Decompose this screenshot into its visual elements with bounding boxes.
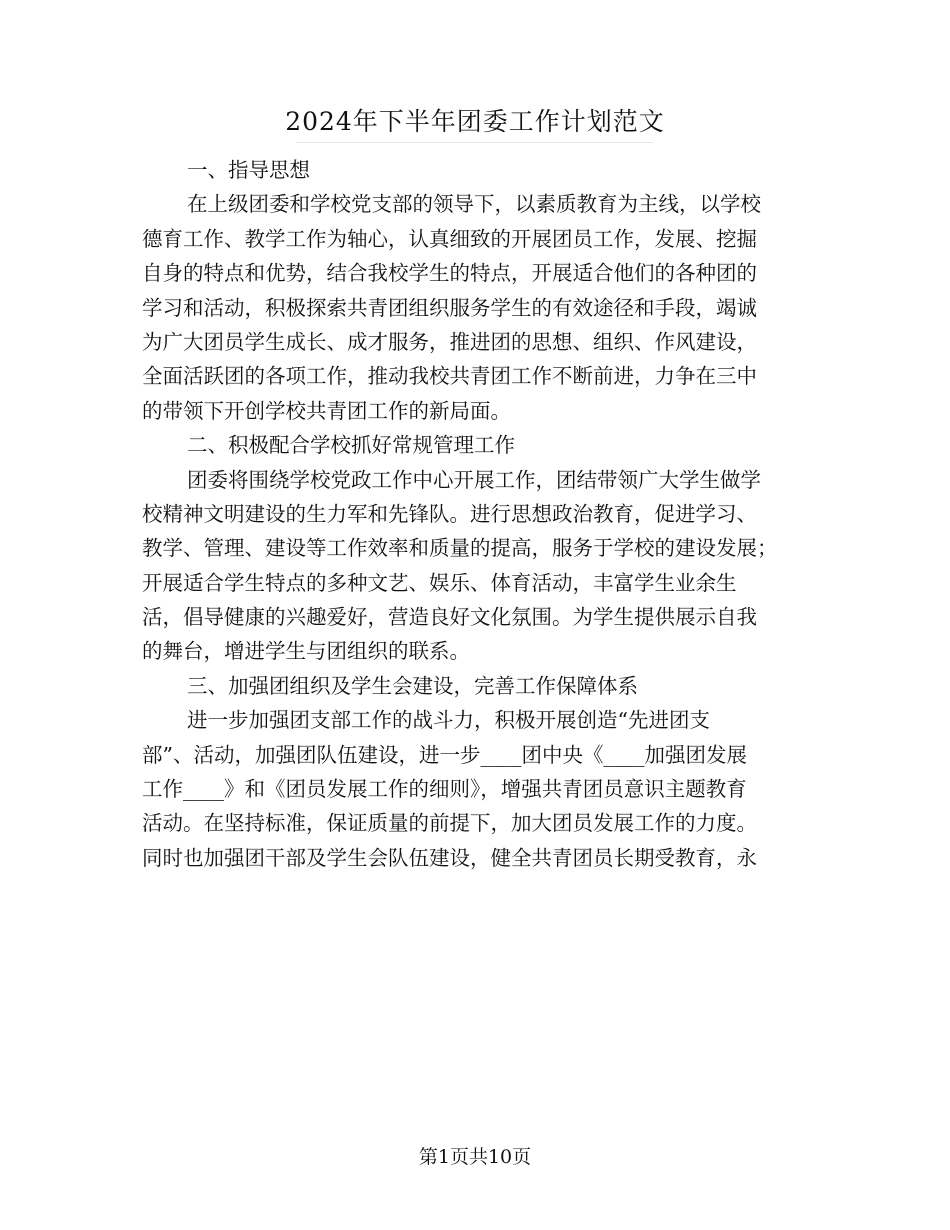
text-line: 开展适合学生特点的多种文艺、娱乐、体育活动，丰富学生业余生	[142, 570, 737, 595]
text-line: 德育工作、教学工作为轴心，认真细致的开展团员工作，发展、挖掘	[142, 226, 757, 251]
document-body	[142, 153, 806, 875]
text-line: 同时也加强团干部及学生会队伍建设，健全共青团员长期受教育，永	[142, 845, 757, 870]
text-line: 部”、活动，加强团队伍建设，进一步____团中央《____加强团发展	[142, 742, 747, 767]
text-line: 进一步加强团支部工作的战斗力，积极开展创造“先进团支	[187, 708, 710, 733]
text-line: 二、积极配合学校抓好常规管理工作	[187, 433, 515, 458]
text-line: 的带领下开创学校共青团工作的新局面。	[142, 398, 511, 423]
text-line: 活，倡导健康的兴趣爱好，营造良好文化氛围。为学生提供展示自我	[142, 605, 757, 630]
page-number: 第1页共10页	[418, 1146, 532, 1168]
text-line: 校精神文明建设的生力军和先锋队。进行思想政治教育，促进学习、	[142, 501, 757, 526]
text-line: 全面活跃团的各项工作，推动我校共青团工作不断前进，力争在三中	[142, 364, 757, 389]
text-line: 工作____》和《团员发展工作的细则》，增强共青团员意识主题教育	[142, 777, 747, 802]
document-title: 2024年下半年团委工作计划范文	[285, 107, 665, 136]
text-line: 为广大团员学生成长、成才服务，推进团的思想、组织、作风建设，	[142, 329, 757, 354]
text-line: 在上级团委和学校党支部的领导下，以素质教育为主线，以学校	[187, 192, 761, 217]
text-line: 教学、管理、建设等工作效率和质量的提高，服务于学校的建设发展；	[142, 536, 778, 561]
text-line: 团委将围绕学校党政工作中心开展工作，团结带领广大学生做学	[187, 467, 761, 492]
text-line: 一、指导思想	[187, 158, 310, 182]
text-line: 学习和活动，积极探索共青团组织服务学生的有效途径和手段，竭诚	[142, 295, 757, 320]
text-line: 的舞台，增进学生与团组织的联系。	[142, 639, 470, 664]
text-line: 三、加强团组织及学生会建设，完善工作保障体系	[187, 673, 638, 698]
title-underline	[296, 142, 653, 143]
text-line: 活动。在坚持标准，保证质量的前提下，加大团员发展工作的力度。	[142, 811, 757, 836]
text-line: 自身的特点和优势，结合我校学生的特点，开展适合他们的各种团的	[142, 261, 757, 286]
